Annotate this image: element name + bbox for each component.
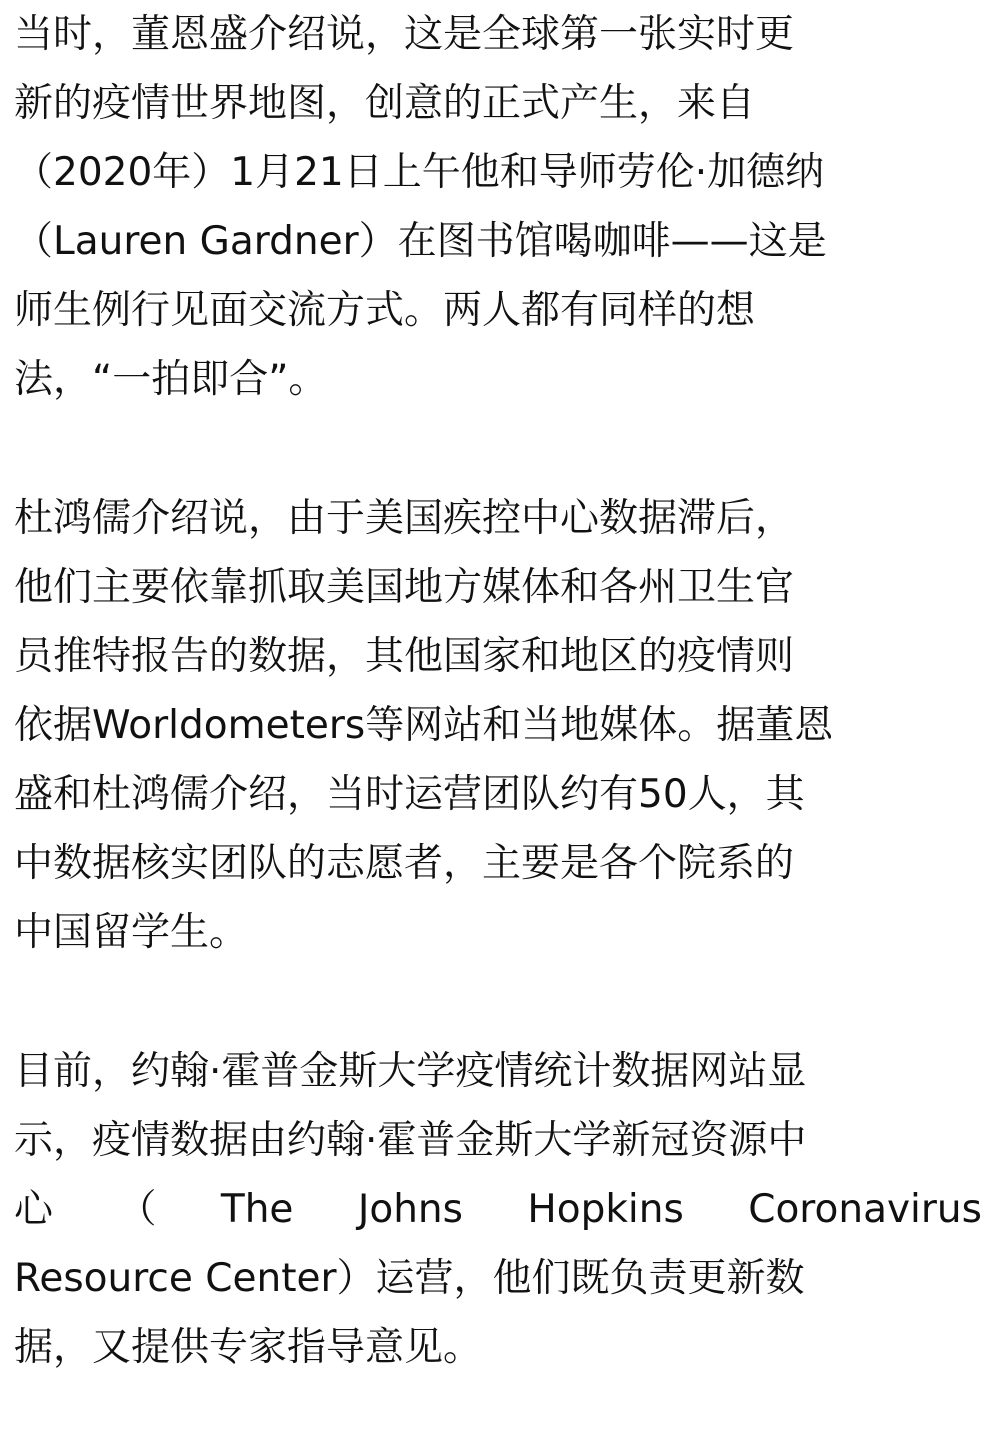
paragraph-3 (14, 1037, 982, 1382)
paragraph-2 (14, 484, 982, 967)
word: （ (117, 1187, 157, 1232)
text-line: 员推特报告的数据，其他国家和地区的疫情则 (14, 634, 795, 679)
text-line: 目前，约翰·霍普金斯大学疫情统计数据网站显 (14, 1049, 807, 1094)
text-line: 依据Worldometers等网站和当地媒体。据董恩 (14, 703, 834, 748)
text-line: 中国留学生。 (14, 910, 249, 955)
text-line-justified (14, 1175, 982, 1244)
text-line: 杜鸿儒介绍说，由于美国疾控中心数据滞后， (14, 496, 795, 541)
article-body (14, 0, 982, 1452)
text-line: 法，“一拍即合”。 (14, 357, 328, 402)
text-line: （Lauren Gardner）在图书馆喝咖啡——这是 (14, 219, 827, 264)
text-line: 中数据核实团队的志愿者，主要是各个院系的 (14, 841, 795, 886)
text-line: Resource Center）运营，他们既负责更新数 (14, 1256, 805, 1301)
text-line: 他们主要依靠抓取美国地方媒体和各州卫生官 (14, 565, 795, 610)
text-line: 据，又提供专家指导意见。 (14, 1325, 483, 1370)
text-line: 新的疫情世界地图，创意的正式产生，来自 (14, 81, 756, 126)
text-line: 师生例行见面交流方式。两人都有同样的想 (14, 288, 756, 333)
text-line: 盛和杜鸿儒介绍，当时运营团队约有50人，其 (14, 772, 805, 817)
word: The (220, 1187, 294, 1232)
word: Johns (357, 1187, 463, 1232)
text-line: 当时，董恩盛介绍说，这是全球第一张实时更 (14, 12, 795, 57)
word: 心 (14, 1187, 54, 1232)
paragraph-1 (14, 0, 982, 414)
word: Hopkins (527, 1187, 684, 1232)
text-line: 示，疫情数据由约翰·霍普金斯大学新冠资源中 (14, 1118, 807, 1163)
word: Coronavirus (748, 1187, 982, 1232)
text-line: （2020年）1月21日上午他和导师劳伦·加德纳 (14, 150, 825, 195)
